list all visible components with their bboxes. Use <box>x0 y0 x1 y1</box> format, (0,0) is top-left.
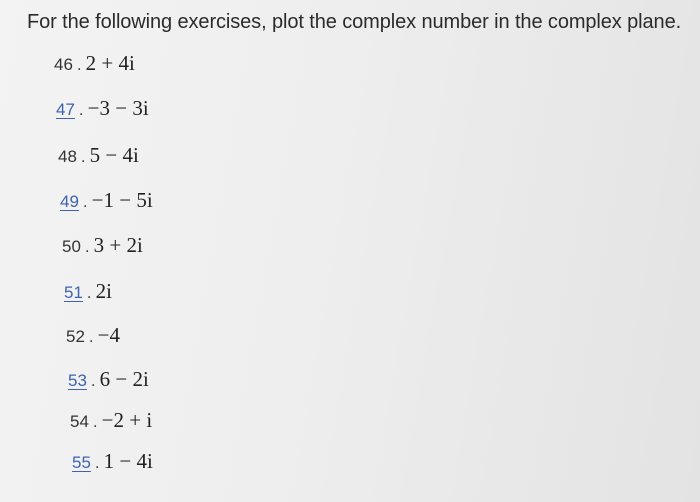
exercise-expression: −3 − 3i <box>87 96 149 120</box>
exercise-item <box>64 279 112 304</box>
exercise-item <box>56 96 149 121</box>
instruction-heading: For the following exercises, plot the complex number in the complex plane. <box>27 11 682 33</box>
separator: . <box>94 453 100 472</box>
exercise-item <box>72 449 153 474</box>
exercise-number: 54 <box>70 412 89 431</box>
separator: . <box>84 237 90 256</box>
exercise-number: 50 <box>62 237 81 256</box>
exercise-expression: 1 − 4i <box>103 449 153 473</box>
exercise-number-link[interactable]: 53 <box>68 371 87 390</box>
exercise-expression: 2 + 4i <box>85 51 135 75</box>
exercise-item <box>68 367 149 392</box>
exercise-number-link[interactable]: 55 <box>72 453 91 472</box>
exercise-item <box>62 233 143 258</box>
separator: . <box>92 412 98 431</box>
exercise-expression: 5 − 4i <box>89 143 139 167</box>
exercise-expression: 2i <box>95 279 112 303</box>
exercise-item <box>66 323 120 348</box>
exercise-item <box>58 143 139 168</box>
separator: . <box>88 327 94 346</box>
exercise-number-link[interactable]: 47 <box>56 100 75 119</box>
exercise-number-link[interactable]: 51 <box>64 283 83 302</box>
exercise-expression: −1 − 5i <box>91 188 153 212</box>
separator: . <box>86 283 92 302</box>
exercise-expression: −4 <box>97 323 120 347</box>
separator: . <box>78 100 84 119</box>
exercise-expression: −2 + i <box>101 408 153 432</box>
exercise-item <box>60 188 153 213</box>
separator: . <box>90 371 96 390</box>
exercise-number-link[interactable]: 49 <box>60 192 79 211</box>
exercise-item <box>70 408 152 433</box>
separator: . <box>80 147 86 166</box>
separator: . <box>76 55 82 74</box>
exercise-number: 48 <box>58 147 77 166</box>
exercise-item <box>54 51 135 76</box>
exercise-expression: 3 + 2i <box>93 233 143 257</box>
exercise-expression: 6 − 2i <box>99 367 149 391</box>
exercise-number: 46 <box>54 55 73 74</box>
exercise-number: 52 <box>66 327 85 346</box>
separator: . <box>82 192 88 211</box>
